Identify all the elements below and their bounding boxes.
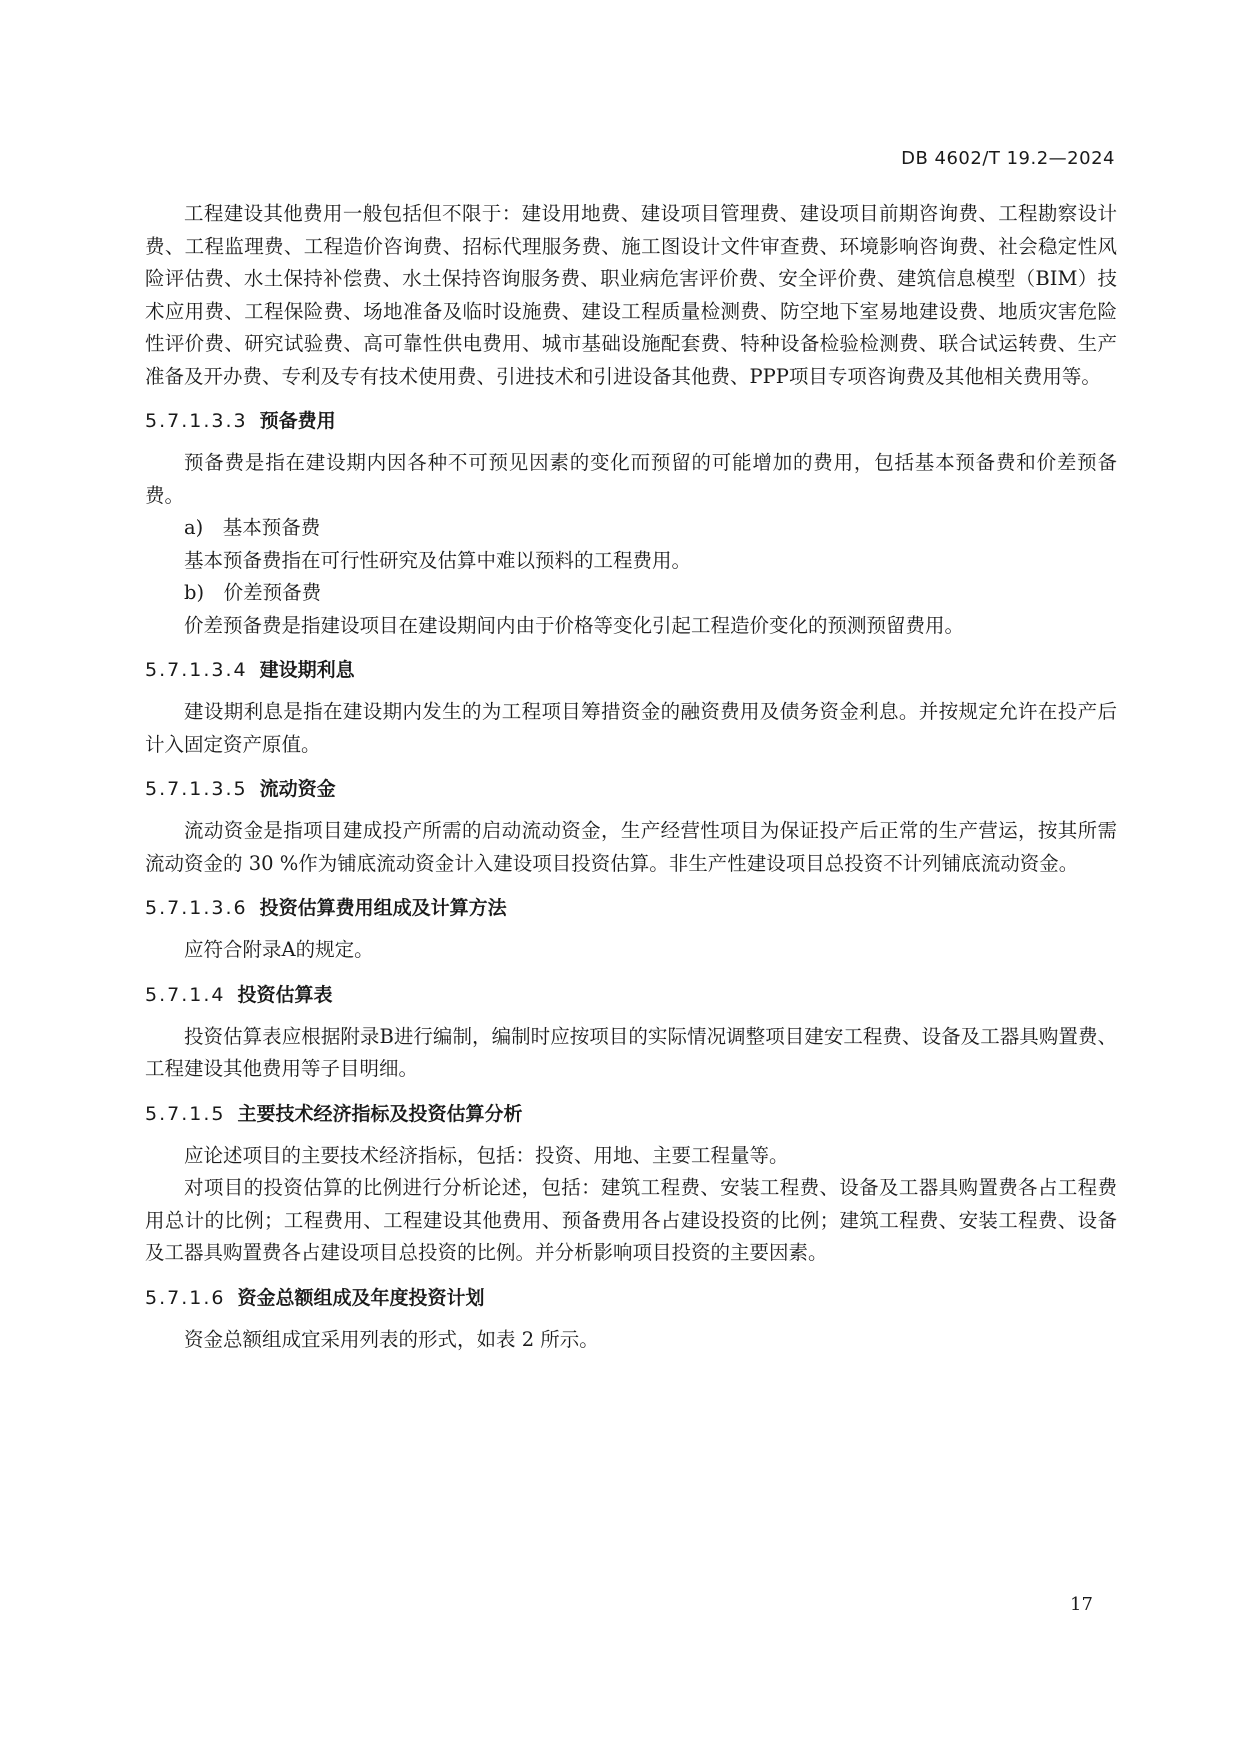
paragraph: 流动资金是指项目建成投产所需的启动流动资金，生产经营性项目为保证投产后正常的生产营运，按其所需流动资金的 30 %作为铺底流动资金计入建设项目投资估算。非生产性建设项目总投资不计列铺底流动资金。: [145, 819, 1117, 875]
section-number: 5.7.1.4: [145, 983, 226, 1006]
section-heading: [145, 1282, 1117, 1314]
section-number: 5.7.1.3.5: [145, 778, 248, 800]
intro-paragraph: 工程建设其他费用一般包括但不限于：建设用地费、建设项目管理费、建设项目前期咨询费、工程勘察设计费、工程监理费、工程造价咨询费、招标代理服务费、施工图设计文件审查费、环境影响咨询费、社会稳定性风险评估费、水土保持补偿费、水土保持咨询服务费、职业病危害评价费、安全评价费、建筑信息模型（BIM）技术应用费、工程保险费、场地准备及临时设施费、建设工程质量检测费、防空地下室易地建设费、地质灾害危险性评价费、研究试验费、高可靠性供电费用、城市基础设施配套费、特种设备检验检测费、联合试运转费、生产准备及开办费、专利及专有技术使用费、引进技术和引进设备其他费、PPP项目专项咨询费及其他相关费用等。: [145, 202, 1117, 388]
section-heading: [145, 405, 1117, 437]
section-number: 5.7.1.5: [145, 1102, 226, 1125]
paragraph: 投资估算表应根据附录B进行编制，编制时应按项目的实际情况调整项目建安工程费、设备及工器具购置费、工程建设其他费用等子目明细。: [145, 1024, 1117, 1080]
section-number: 5.7.1.6: [145, 1286, 226, 1309]
paragraph: 应论述项目的主要技术经济指标，包括：投资、用地、主要工程量等。: [184, 1143, 789, 1167]
section-heading: [145, 892, 1117, 924]
section-number: 5.7.1.3.3: [145, 410, 248, 432]
section-heading: [145, 654, 1117, 686]
list-item: a) 基本预备费: [184, 516, 321, 539]
paragraph: 资金总额组成宜采用列表的形式，如表 2 所示。: [184, 1327, 599, 1351]
section-title: 投资估算费用组成及计算方法: [259, 897, 507, 919]
paragraph: 价差预备费是指建设项目在建设期间内由于价格等变化引起工程造价变化的预测预留费用。: [184, 613, 965, 637]
section-heading: [145, 773, 1117, 805]
paragraph: 预备费是指在建设期内因各种不可预见因素的变化而预留的可能增加的费用，包括基本预备费和价差预备费。: [145, 451, 1117, 507]
paragraph: 建设期利息是指在建设期内发生的为工程项目筹措资金的融资费用及债务资金利息。并按规定允许在投产后计入固定资产原值。: [145, 700, 1117, 756]
section-title: 投资估算表: [237, 983, 333, 1006]
section-number: 5.7.1.3.6: [145, 897, 248, 919]
page-content: [145, 198, 1117, 1356]
paragraph: 基本预备费指在可行性研究及估算中难以预料的工程费用。: [184, 548, 692, 572]
section-heading: [145, 979, 1117, 1011]
paragraph: 应符合附录A的规定。: [184, 938, 374, 961]
page-number: 17: [1070, 1594, 1093, 1615]
section-heading: [145, 1098, 1117, 1130]
section-title: 预备费用: [259, 410, 336, 432]
section-title: 资金总额组成及年度投资计划: [237, 1286, 485, 1309]
section-number: 5.7.1.3.4: [145, 659, 248, 681]
section-title: 流动资金: [259, 778, 336, 800]
paragraph: 对项目的投资估算的比例进行分析论述，包括：建筑工程费、安装工程费、设备及工器具购置费各占工程费用总计的比例；工程费用、工程建设其他费用、预备费用各占建设投资的比例；建筑工程费、安装工程费、设备及工器具购置费各占建设项目总投资的比例。并分析影响项目投资的主要因素。: [145, 1176, 1117, 1264]
section-title: 主要技术经济指标及投资估算分析: [237, 1102, 523, 1125]
document-code: DB 4602/T 19.2—2024: [901, 148, 1115, 169]
list-item: b) 价差预备费: [184, 581, 322, 604]
section-title: 建设期利息: [259, 659, 355, 681]
